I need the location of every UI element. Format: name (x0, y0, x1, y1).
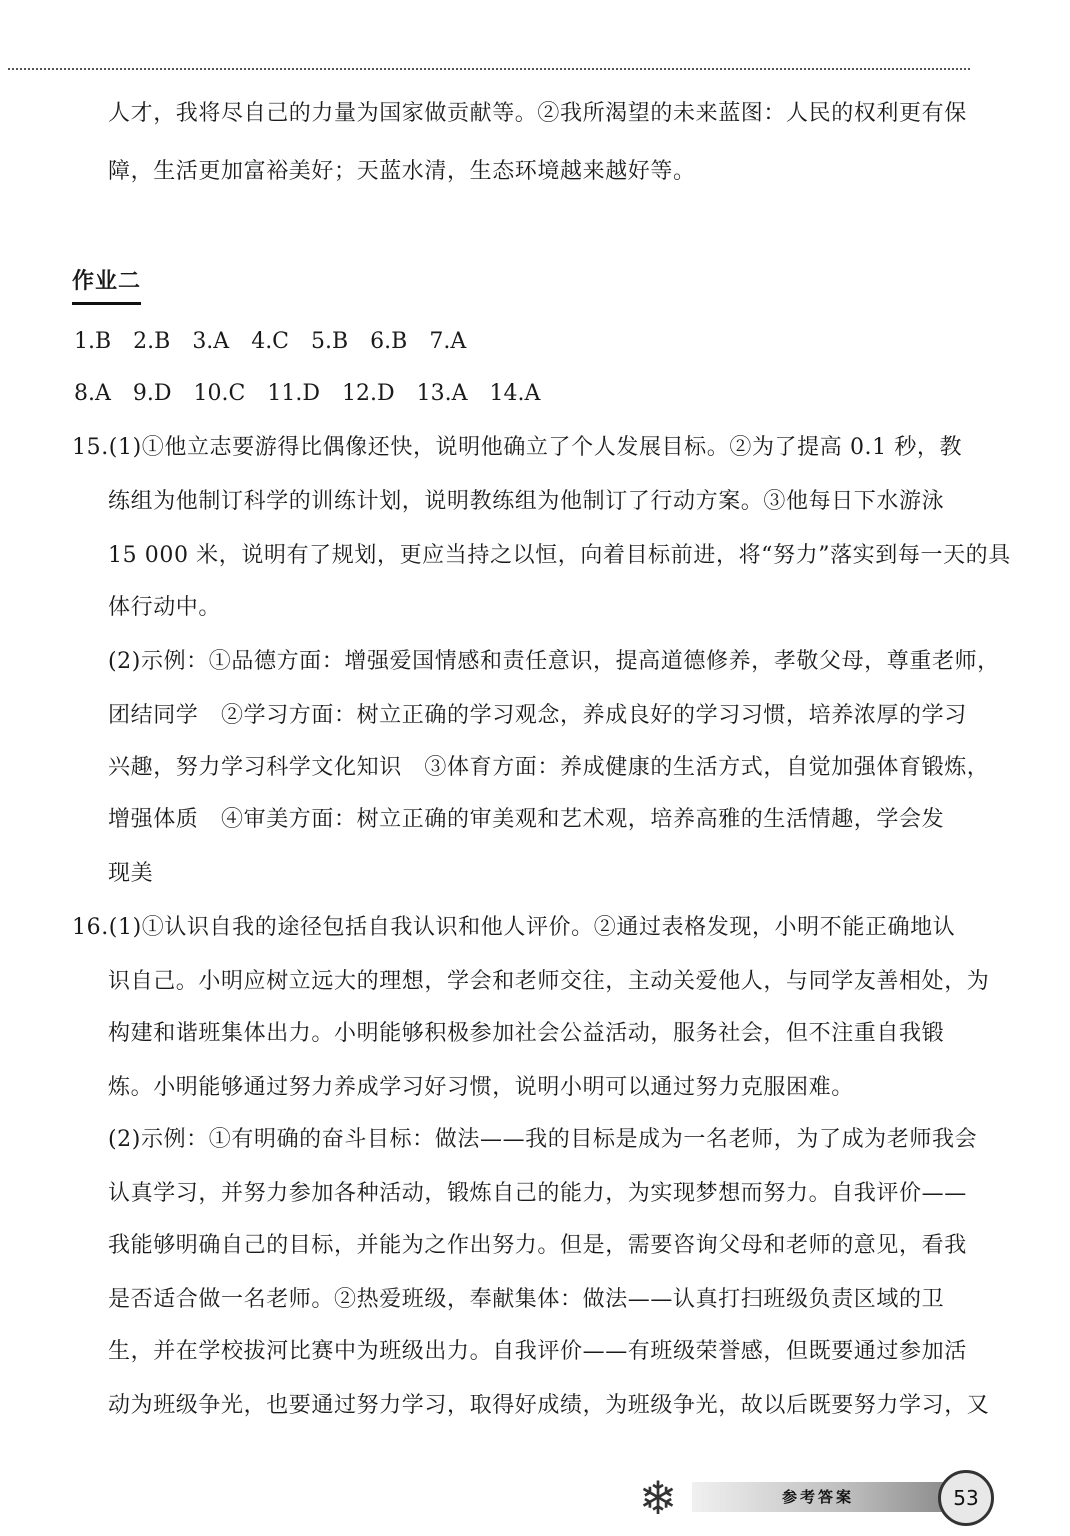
q16-line: 构建和谐班集体出力。小明能够积极参加社会公益活动，服务社会，但不注重自我锻 (108, 1021, 945, 1046)
section-title: 作业二 (72, 266, 141, 305)
answer-row: 1.B 2.B 3.A 4.C 5.B 6.B 7.A (74, 329, 467, 354)
q16-line: 动为班级争光，也要通过努力学习，取得好成绩，为班级争光，故以后既要努力学习，又 (108, 1393, 990, 1418)
q15-line: 增强体质 ④审美方面：树立正确的审美观和艺术观，培养高雅的生活情趣，学会发 (108, 807, 945, 832)
q15-line: 兴趣，努力学习科学文化知识 ③体育方面：养成健康的生活方式，自觉加强体育锻炼， (108, 755, 990, 780)
q15-line: (2)示例：①品德方面：增强爱国情感和责任意识，提高道德修养，孝敬父母，尊重老师， (108, 649, 1000, 674)
footer-label: 参考答案 (782, 1488, 855, 1506)
top-dotted-divider (8, 68, 970, 70)
q15-line: 练组为他制订科学的训练计划，说明教练组为他制订了行动方案。③他每日下水游泳 (108, 489, 945, 514)
q16-line: 认真学习，并努力参加各种活动，锻炼自己的能力，为实现梦想而努力。自我评价—— (108, 1181, 967, 1206)
text-line: 障，生活更加富裕美好；天蓝水清，生态环境越来越好等。 (108, 159, 696, 184)
q15-line: 团结同学 ②学习方面：树立正确的学习观念，养成良好的学习习惯，培养浓厚的学习 (108, 703, 967, 728)
q16-line: 炼。小明能够通过努力养成学习好习惯，说明小明可以通过努力克服困难。 (108, 1075, 854, 1100)
snowflake-icon: ❄ (638, 1471, 678, 1525)
q15-line: 现美 (108, 861, 154, 886)
answer-row: 8.A 9.D 10.C 11.D 12.D 13.A 14.A (74, 381, 541, 406)
q15-line: 15 000 米，说明有了规划，更应当持之以恒，向着目标前进，将“努力”落实到每一天的具 (108, 543, 1011, 568)
q15-line: 体行动中。 (108, 595, 222, 620)
page-number: 53 (938, 1470, 994, 1526)
q16-line: (2)示例：①有明确的奋斗目标：做法——我的目标是成为一名老师，为了成为老师我会 (108, 1127, 978, 1152)
q16-line: 生，并在学校拔河比赛中为班级出力。自我评价——有班级荣誉感，但既要通过参加活 (108, 1339, 967, 1364)
page-footer (622, 1464, 1002, 1524)
text-line: 人才，我将尽自己的力量为国家做贡献等。②我所渴望的未来蓝图：人民的权利更有保 (108, 101, 967, 126)
q15-line: 15.(1)①他立志要游得比偶像还快，说明他确立了个人发展目标。②为了提高 0.1 秒，教 (72, 435, 963, 460)
q16-line: 我能够明确自己的目标，并能为之作出努力。但是，需要咨询父母和老师的意见，看我 (108, 1233, 967, 1258)
q16-line: 16.(1)①认识自我的途径包括自我认识和他人评价。②通过表格发现，小明不能正确地认 (72, 915, 956, 940)
q16-line: 识自己。小明应树立远大的理想，学会和老师交往，主动关爱他人，与同学友善相处，为 (108, 969, 990, 994)
q16-line: 是否适合做一名老师。②热爱班级，奉献集体：做法——认真打扫班级负责区域的卫 (108, 1287, 945, 1312)
